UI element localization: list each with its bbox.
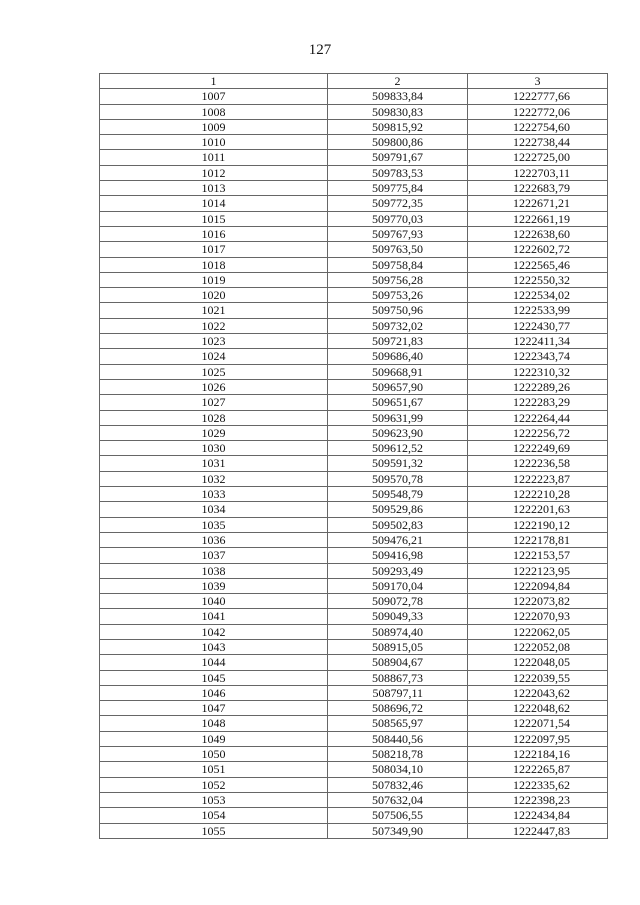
x-coordinate-cell: 509612,52 [328, 441, 468, 456]
point-number-cell: 1018 [100, 257, 328, 272]
point-number-cell: 1052 [100, 777, 328, 792]
y-coordinate-cell: 1222094,84 [468, 578, 608, 593]
point-number-cell: 1034 [100, 502, 328, 517]
y-coordinate-cell: 1222661,19 [468, 211, 608, 226]
x-coordinate-cell: 509815,92 [328, 119, 468, 134]
point-number-cell: 1028 [100, 410, 328, 425]
table-row [100, 624, 608, 639]
x-coordinate-cell: 509293,49 [328, 563, 468, 578]
point-number-cell: 1043 [100, 639, 328, 654]
point-number-cell: 1055 [100, 823, 328, 838]
column-header-2: 2 [328, 74, 468, 89]
y-coordinate-cell: 1222703,11 [468, 165, 608, 180]
point-number-cell: 1015 [100, 211, 328, 226]
table-row [100, 594, 608, 609]
y-coordinate-cell: 1222223,87 [468, 471, 608, 486]
column-header-1: 1 [100, 74, 328, 89]
table-row [100, 731, 608, 746]
table-row [100, 135, 608, 150]
point-number-cell: 1025 [100, 364, 328, 379]
point-number-cell: 1011 [100, 150, 328, 165]
table-row [100, 563, 608, 578]
table-row [100, 548, 608, 563]
point-number-cell: 1027 [100, 395, 328, 410]
point-number-cell: 1010 [100, 135, 328, 150]
table-row [100, 395, 608, 410]
point-number-cell: 1023 [100, 334, 328, 349]
table-row [100, 655, 608, 670]
table-row [100, 609, 608, 624]
table-row [100, 211, 608, 226]
x-coordinate-cell: 509631,99 [328, 410, 468, 425]
x-coordinate-cell: 509529,86 [328, 502, 468, 517]
table-row [100, 303, 608, 318]
table-row [100, 441, 608, 456]
y-coordinate-cell: 1222602,72 [468, 242, 608, 257]
x-coordinate-cell: 507632,04 [328, 792, 468, 807]
table-row [100, 379, 608, 394]
point-number-cell: 1014 [100, 196, 328, 211]
point-number-cell: 1050 [100, 747, 328, 762]
table-row [100, 257, 608, 272]
y-coordinate-cell: 1222430,77 [468, 318, 608, 333]
y-coordinate-cell: 1222565,46 [468, 257, 608, 272]
point-number-cell: 1020 [100, 288, 328, 303]
x-coordinate-cell: 509791,67 [328, 150, 468, 165]
x-coordinate-cell: 509830,83 [328, 104, 468, 119]
point-number-cell: 1022 [100, 318, 328, 333]
table-row [100, 104, 608, 119]
x-coordinate-cell: 509686,40 [328, 349, 468, 364]
y-coordinate-cell: 1222210,28 [468, 487, 608, 502]
point-number-cell: 1046 [100, 685, 328, 700]
table-row [100, 196, 608, 211]
x-coordinate-cell: 509775,84 [328, 181, 468, 196]
y-coordinate-cell: 1222534,02 [468, 288, 608, 303]
column-header-3: 3 [468, 74, 608, 89]
y-coordinate-cell: 1222039,55 [468, 670, 608, 685]
point-number-cell: 1041 [100, 609, 328, 624]
point-number-cell: 1038 [100, 563, 328, 578]
table-row [100, 487, 608, 502]
point-number-cell: 1032 [100, 471, 328, 486]
x-coordinate-cell: 509651,67 [328, 395, 468, 410]
point-number-cell: 1042 [100, 624, 328, 639]
table-row [100, 502, 608, 517]
point-number-cell: 1039 [100, 578, 328, 593]
y-coordinate-cell: 1222048,62 [468, 701, 608, 716]
page-number: 127 [308, 42, 332, 58]
point-number-cell: 1026 [100, 379, 328, 394]
table-row [100, 334, 608, 349]
y-coordinate-cell: 1222097,95 [468, 731, 608, 746]
point-number-cell: 1016 [100, 226, 328, 241]
table-row [100, 701, 608, 716]
x-coordinate-cell: 507349,90 [328, 823, 468, 838]
point-number-cell: 1049 [100, 731, 328, 746]
y-coordinate-cell: 1222777,66 [468, 89, 608, 104]
y-coordinate-cell: 1222335,62 [468, 777, 608, 792]
point-number-cell: 1021 [100, 303, 328, 318]
table-row [100, 410, 608, 425]
y-coordinate-cell: 1222754,60 [468, 119, 608, 134]
y-coordinate-cell: 1222256,72 [468, 425, 608, 440]
x-coordinate-cell: 508440,56 [328, 731, 468, 746]
point-number-cell: 1031 [100, 456, 328, 471]
x-coordinate-cell: 508565,97 [328, 716, 468, 731]
point-number-cell: 1035 [100, 517, 328, 532]
y-coordinate-cell: 1222638,60 [468, 226, 608, 241]
table-row [100, 226, 608, 241]
table-row [100, 119, 608, 134]
table-row [100, 685, 608, 700]
x-coordinate-cell: 507832,46 [328, 777, 468, 792]
x-coordinate-cell: 509623,90 [328, 425, 468, 440]
y-coordinate-cell: 1222683,79 [468, 181, 608, 196]
point-number-cell: 1007 [100, 89, 328, 104]
y-coordinate-cell: 1222153,57 [468, 548, 608, 563]
x-coordinate-cell: 509502,83 [328, 517, 468, 532]
x-coordinate-cell: 508867,73 [328, 670, 468, 685]
y-coordinate-cell: 1222048,05 [468, 655, 608, 670]
point-number-cell: 1008 [100, 104, 328, 119]
point-number-cell: 1036 [100, 532, 328, 547]
x-coordinate-cell: 509591,32 [328, 456, 468, 471]
x-coordinate-cell: 508797,11 [328, 685, 468, 700]
point-number-cell: 1033 [100, 487, 328, 502]
y-coordinate-cell: 1222671,21 [468, 196, 608, 211]
x-coordinate-cell: 509770,03 [328, 211, 468, 226]
x-coordinate-cell: 507506,55 [328, 808, 468, 823]
y-coordinate-cell: 1222398,23 [468, 792, 608, 807]
coordinates-table [99, 73, 608, 839]
y-coordinate-cell: 1222265,87 [468, 762, 608, 777]
table-row [100, 150, 608, 165]
y-coordinate-cell: 1222052,08 [468, 639, 608, 654]
table-row [100, 792, 608, 807]
point-number-cell: 1029 [100, 425, 328, 440]
point-number-cell: 1048 [100, 716, 328, 731]
y-coordinate-cell: 1222201,63 [468, 502, 608, 517]
y-coordinate-cell: 1222264,44 [468, 410, 608, 425]
point-number-cell: 1019 [100, 272, 328, 287]
table-row [100, 242, 608, 257]
x-coordinate-cell: 509570,78 [328, 471, 468, 486]
y-coordinate-cell: 1222070,93 [468, 609, 608, 624]
y-coordinate-cell: 1222123,95 [468, 563, 608, 578]
point-number-cell: 1013 [100, 181, 328, 196]
table-row [100, 272, 608, 287]
y-coordinate-cell: 1222178,81 [468, 532, 608, 547]
point-number-cell: 1045 [100, 670, 328, 685]
table-row [100, 670, 608, 685]
y-coordinate-cell: 1222062,05 [468, 624, 608, 639]
point-number-cell: 1040 [100, 594, 328, 609]
y-coordinate-cell: 1222550,32 [468, 272, 608, 287]
y-coordinate-cell: 1222738,44 [468, 135, 608, 150]
table-row [100, 762, 608, 777]
y-coordinate-cell: 1222447,83 [468, 823, 608, 838]
x-coordinate-cell: 508915,05 [328, 639, 468, 654]
y-coordinate-cell: 1222071,54 [468, 716, 608, 731]
y-coordinate-cell: 1222283,29 [468, 395, 608, 410]
x-coordinate-cell: 508974,40 [328, 624, 468, 639]
y-coordinate-cell: 1222073,82 [468, 594, 608, 609]
x-coordinate-cell: 509072,78 [328, 594, 468, 609]
header-row [100, 74, 608, 89]
table-row [100, 364, 608, 379]
x-coordinate-cell: 509800,86 [328, 135, 468, 150]
y-coordinate-cell: 1222725,00 [468, 150, 608, 165]
x-coordinate-cell: 508904,67 [328, 655, 468, 670]
y-coordinate-cell: 1222236,58 [468, 456, 608, 471]
x-coordinate-cell: 509668,91 [328, 364, 468, 379]
y-coordinate-cell: 1222043,62 [468, 685, 608, 700]
x-coordinate-cell: 509758,84 [328, 257, 468, 272]
x-coordinate-cell: 509049,33 [328, 609, 468, 624]
table-body [100, 89, 608, 839]
y-coordinate-cell: 1222411,34 [468, 334, 608, 349]
x-coordinate-cell: 509416,98 [328, 548, 468, 563]
point-number-cell: 1051 [100, 762, 328, 777]
y-coordinate-cell: 1222434,84 [468, 808, 608, 823]
table-header [100, 74, 608, 89]
y-coordinate-cell: 1222343,74 [468, 349, 608, 364]
point-number-cell: 1024 [100, 349, 328, 364]
table-row [100, 716, 608, 731]
point-number-cell: 1053 [100, 792, 328, 807]
table-row [100, 181, 608, 196]
table-row [100, 288, 608, 303]
point-number-cell: 1037 [100, 548, 328, 563]
x-coordinate-cell: 509756,28 [328, 272, 468, 287]
x-coordinate-cell: 509721,83 [328, 334, 468, 349]
point-number-cell: 1044 [100, 655, 328, 670]
x-coordinate-cell: 508218,78 [328, 747, 468, 762]
y-coordinate-cell: 1222190,12 [468, 517, 608, 532]
point-number-cell: 1009 [100, 119, 328, 134]
point-number-cell: 1017 [100, 242, 328, 257]
table-row [100, 165, 608, 180]
table-row [100, 532, 608, 547]
table-row [100, 471, 608, 486]
point-number-cell: 1054 [100, 808, 328, 823]
y-coordinate-cell: 1222772,06 [468, 104, 608, 119]
point-number-cell: 1047 [100, 701, 328, 716]
x-coordinate-cell: 508034,10 [328, 762, 468, 777]
table-row [100, 808, 608, 823]
table-row [100, 639, 608, 654]
table-row [100, 823, 608, 838]
x-coordinate-cell: 509170,04 [328, 578, 468, 593]
x-coordinate-cell: 509732,02 [328, 318, 468, 333]
x-coordinate-cell: 509763,50 [328, 242, 468, 257]
x-coordinate-cell: 508696,72 [328, 701, 468, 716]
y-coordinate-cell: 1222249,69 [468, 441, 608, 456]
x-coordinate-cell: 509548,79 [328, 487, 468, 502]
x-coordinate-cell: 509833,84 [328, 89, 468, 104]
table-row [100, 777, 608, 792]
x-coordinate-cell: 509767,93 [328, 226, 468, 241]
table-row [100, 747, 608, 762]
point-number-cell: 1030 [100, 441, 328, 456]
x-coordinate-cell: 509657,90 [328, 379, 468, 394]
table-row [100, 349, 608, 364]
table-row [100, 578, 608, 593]
y-coordinate-cell: 1222310,32 [468, 364, 608, 379]
x-coordinate-cell: 509772,35 [328, 196, 468, 211]
table-row [100, 456, 608, 471]
table-row [100, 425, 608, 440]
table-row [100, 89, 608, 104]
x-coordinate-cell: 509783,53 [328, 165, 468, 180]
x-coordinate-cell: 509753,26 [328, 288, 468, 303]
point-number-cell: 1012 [100, 165, 328, 180]
table-row [100, 318, 608, 333]
y-coordinate-cell: 1222289,26 [468, 379, 608, 394]
y-coordinate-cell: 1222184,16 [468, 747, 608, 762]
x-coordinate-cell: 509750,96 [328, 303, 468, 318]
table-row [100, 517, 608, 532]
y-coordinate-cell: 1222533,99 [468, 303, 608, 318]
x-coordinate-cell: 509476,21 [328, 532, 468, 547]
